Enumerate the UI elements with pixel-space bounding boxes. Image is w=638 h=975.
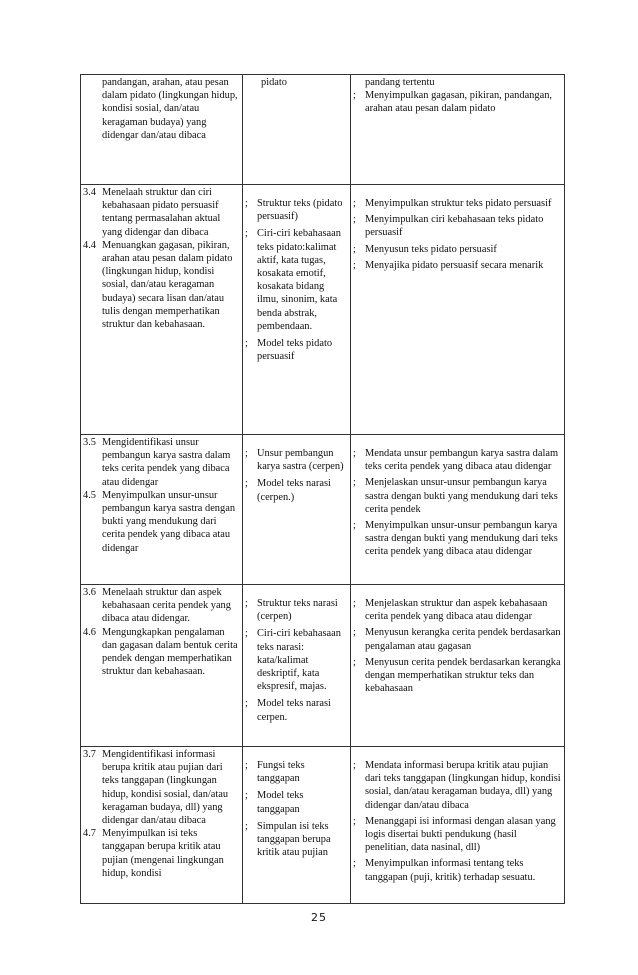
materi-item-text: Fungsi teks tanggapan bbox=[257, 760, 305, 785]
materi-cell bbox=[243, 75, 351, 185]
pembelajaran-item bbox=[353, 213, 562, 239]
kd-continuation: pandangan, arahan, atau pesan dalam pidato (lingkungan hidup, kondisi sosial, dan/atau keragaman budaya) yang didengar dan/atau dibaca bbox=[102, 77, 238, 141]
pembelajaran-item bbox=[353, 597, 562, 623]
pembelajaran-item-text: Menyusun cerita pendek berdasarkan kerangka dengan memperhatikan struktur teks dan kebahasaan bbox=[365, 656, 561, 695]
document-page bbox=[80, 74, 564, 904]
bullet-mark: ; bbox=[245, 228, 248, 240]
kd-item bbox=[83, 748, 240, 827]
materi-item bbox=[245, 227, 348, 333]
bullet-mark: ; bbox=[245, 698, 248, 710]
pembelajaran-item-text: Mendata informasi berupa kritik atau pujian dari teks tanggapan (lingkungan hidup, kondisi sosial, dan/atau keragaman budaya, dll) yang didengar dan/atau dibaca bbox=[365, 760, 561, 811]
pembelajaran-item bbox=[353, 447, 562, 473]
pembelajaran-item bbox=[353, 857, 562, 883]
table-row bbox=[81, 185, 565, 435]
materi-item-text: Model teks narasi (cerpen.) bbox=[257, 478, 331, 503]
materi-item bbox=[245, 759, 348, 785]
pembelajaran-item-text: Menyimpulkan ciri kebahasaan teks pidato persuasif bbox=[365, 214, 544, 239]
materi-item bbox=[245, 789, 348, 815]
table-row bbox=[81, 585, 565, 747]
materi-item-text: Simpulan isi teks tanggapan berupa kritik atau pujian bbox=[257, 820, 331, 859]
materi-item-text: Unsur pembangun karya sastra (cerpen) bbox=[257, 448, 344, 473]
bullet-mark: ; bbox=[245, 628, 248, 640]
pembelajaran-item bbox=[353, 656, 562, 696]
materi-cell bbox=[243, 185, 351, 435]
materi-item bbox=[245, 820, 348, 860]
kd-number: 4.7 bbox=[83, 828, 96, 840]
kd-item bbox=[83, 239, 240, 331]
materi-item bbox=[245, 447, 348, 473]
kd-number: 3.4 bbox=[83, 187, 96, 198]
pembelajaran-item-text: Menyimpulkan struktur teks pidato persuasif bbox=[365, 198, 552, 209]
materi-continuation: pidato bbox=[261, 77, 287, 88]
materi-item-text: Model teks tanggapan bbox=[257, 790, 304, 815]
materi-item-text: Struktur teks narasi (cerpen) bbox=[257, 598, 338, 623]
bullet-mark: ; bbox=[353, 198, 356, 209]
materi-cell bbox=[243, 747, 351, 904]
materi-cell bbox=[243, 585, 351, 747]
materi-item-text: Model teks narasi cerpen. bbox=[257, 698, 331, 723]
kd-text: Mengidentifikasi unsur pembangun karya sastra dalam teks cerita pendek yang dibaca atau didengar bbox=[102, 437, 231, 488]
kd-number: 3.7 bbox=[83, 749, 96, 760]
pembelajaran-continuation: pandang tertentu bbox=[365, 77, 435, 88]
pembelajaran-item-text: Menyimpulkan gagasan, pikiran, pandangan, arahan atau pesan dalam pidato bbox=[365, 90, 552, 115]
pembelajaran-item bbox=[353, 197, 562, 210]
bullet-mark: ; bbox=[353, 520, 356, 532]
pembelajaran-cell bbox=[351, 585, 565, 747]
kd-number: 4.5 bbox=[83, 489, 96, 501]
pembelajaran-item bbox=[353, 626, 562, 652]
materi-item bbox=[245, 697, 348, 723]
kd-cell bbox=[81, 747, 243, 904]
bullet-mark: ; bbox=[353, 815, 356, 827]
bullet-mark: ; bbox=[245, 598, 248, 609]
table-row bbox=[81, 435, 565, 585]
bullet-mark: ; bbox=[353, 243, 356, 255]
materi-cell bbox=[243, 435, 351, 585]
kd-cell bbox=[81, 185, 243, 435]
pembelajaran-item-text: Menyajika pidato persuasif secara menarik bbox=[365, 259, 544, 271]
bullet-mark: ; bbox=[353, 448, 356, 459]
bullet-mark: ; bbox=[353, 90, 356, 102]
pembelajaran-cell bbox=[351, 747, 565, 904]
bullet-mark: ; bbox=[353, 858, 356, 870]
kd-item bbox=[83, 586, 240, 626]
kd-text: Menelaah struktur dan aspek kebahasaan cerita pendek yang dibaca atau didengar. bbox=[102, 587, 231, 625]
bullet-mark: ; bbox=[353, 656, 356, 668]
pembelajaran-item bbox=[353, 89, 562, 115]
bullet-mark: ; bbox=[353, 477, 356, 489]
pembelajaran-item bbox=[353, 476, 562, 516]
table-row bbox=[81, 747, 565, 904]
kd-number: 3.5 bbox=[83, 437, 96, 448]
bullet-mark: ; bbox=[353, 214, 356, 226]
pembelajaran-item-text: Menyusun kerangka cerita pendek berdasarkan pengalaman atau gagasan bbox=[365, 627, 561, 652]
materi-item bbox=[245, 627, 348, 693]
page-number: 25 bbox=[311, 911, 327, 924]
bullet-mark: ; bbox=[245, 338, 248, 350]
bullet-mark: ; bbox=[245, 790, 248, 802]
silabus-table bbox=[80, 74, 565, 904]
pembelajaran-item-text: Menyusun teks pidato persuasif bbox=[365, 243, 497, 255]
bullet-mark: ; bbox=[245, 478, 248, 490]
kd-text: Menuangkan gagasan, pikiran, arahan atau pesan dalam pidato (lingkungan hidup, kondisi sosial, dan/atau keragaman budaya) secara lisan dan/atau tulis dengan memperhatikan struktur dan kebahasaan. bbox=[102, 239, 233, 331]
kd-text: Menelaah struktur dan ciri kebahasaan pidato persuasif tentang permasalahan aktual yang didengar dan dibaca bbox=[102, 187, 221, 238]
materi-item bbox=[245, 597, 348, 623]
kd-text: Menyimpulkan unsur-unsur pembangun karya sastra dengan bukti yang mendukung dari cerita pendek yang dibaca atau didengar bbox=[102, 489, 236, 554]
materi-item-text: Ciri-ciri kebahasaan teks pidato:kalimat aktif, kata tugas, kosakata emotif, kosakata bidang ilmu, sinonim, kata benda abstrak, pembendaan. bbox=[257, 228, 341, 332]
kd-number: 4.4 bbox=[83, 239, 96, 251]
kd-item bbox=[83, 186, 240, 239]
pembelajaran-item-text: Mendata unsur pembangun karya sastra dalam teks cerita pendek yang dibaca atau didengar bbox=[365, 448, 559, 473]
kd-item bbox=[83, 489, 240, 555]
kd-text: Mengidentifikasi informasi berupa kritik atau pujian dari teks tanggapan (lingkungan hidup, kondisi sosial, dan/atau keragaman budaya, dll) yang didengar dan/atau dibaca bbox=[102, 749, 229, 827]
bullet-mark: ; bbox=[245, 198, 248, 209]
bullet-mark: ; bbox=[245, 820, 248, 832]
materi-item-text: Ciri-ciri kebahasaan teks narasi: kata/kalimat deskriptif, kata ekspresif, majas. bbox=[257, 628, 341, 693]
pembelajaran-cell bbox=[351, 75, 565, 185]
pembelajaran-item bbox=[353, 243, 562, 256]
pembelajaran-item-text: Menyimpulkan unsur-unsur pembangun karya sastra dengan bukti yang mendukung dari teks cerita pendek yang dibaca atau didengar bbox=[365, 520, 558, 558]
kd-text: Mengungkapkan pengalaman dan gagasan dalam bentuk cerita pendek dengan memperhatikan struktur dan kebahasaan. bbox=[102, 626, 238, 678]
materi-item bbox=[245, 477, 348, 503]
bullet-mark: ; bbox=[353, 627, 356, 639]
materi-item-text: Struktur teks (pidato persuasif) bbox=[257, 198, 343, 223]
bullet-mark: ; bbox=[353, 598, 356, 609]
pembelajaran-cell bbox=[351, 435, 565, 585]
pembelajaran-item bbox=[353, 259, 562, 272]
bullet-mark: ; bbox=[245, 760, 248, 771]
pembelajaran-item bbox=[353, 759, 562, 812]
pembelajaran-cell bbox=[351, 185, 565, 435]
pembelajaran-item-text: Menanggapi isi informasi dengan alasan yang logis disertai bukti pendukung (hasil penelitian, data nasinal, dll) bbox=[365, 815, 556, 854]
bullet-mark: ; bbox=[353, 760, 356, 771]
pembelajaran-item-text: Menyimpulkan informasi tentang teks tanggapan (puji, kritik) terhadap sesuatu. bbox=[365, 858, 536, 883]
kd-item bbox=[83, 436, 240, 489]
kd-cell bbox=[81, 75, 243, 185]
kd-item bbox=[83, 626, 240, 679]
kd-cell bbox=[81, 585, 243, 747]
pembelajaran-item bbox=[353, 519, 562, 559]
bullet-mark: ; bbox=[353, 259, 356, 271]
bullet-mark: ; bbox=[245, 448, 248, 459]
kd-cell bbox=[81, 435, 243, 585]
table-row bbox=[81, 75, 565, 185]
kd-number: 4.6 bbox=[83, 626, 96, 638]
pembelajaran-item-text: Menjelaskan unsur-unsur pembangun karya sastra dengan bukti yang mendukung dari teks cerita pendek bbox=[365, 477, 558, 515]
kd-text: Menyimpulkan isi teks tanggapan berupa kritik atau pujian (mengenai lingkungan hidup, kondisi bbox=[102, 828, 224, 879]
kd-number: 3.6 bbox=[83, 587, 96, 598]
materi-item bbox=[245, 197, 348, 223]
materi-item-text: Model teks pidato persuasif bbox=[257, 338, 333, 363]
pembelajaran-item-text: Menjelaskan struktur dan aspek kebahasaan cerita pendek yang dibaca atau didengar bbox=[365, 598, 548, 623]
materi-item bbox=[245, 337, 348, 363]
kd-item bbox=[83, 827, 240, 880]
pembelajaran-item bbox=[353, 815, 562, 855]
